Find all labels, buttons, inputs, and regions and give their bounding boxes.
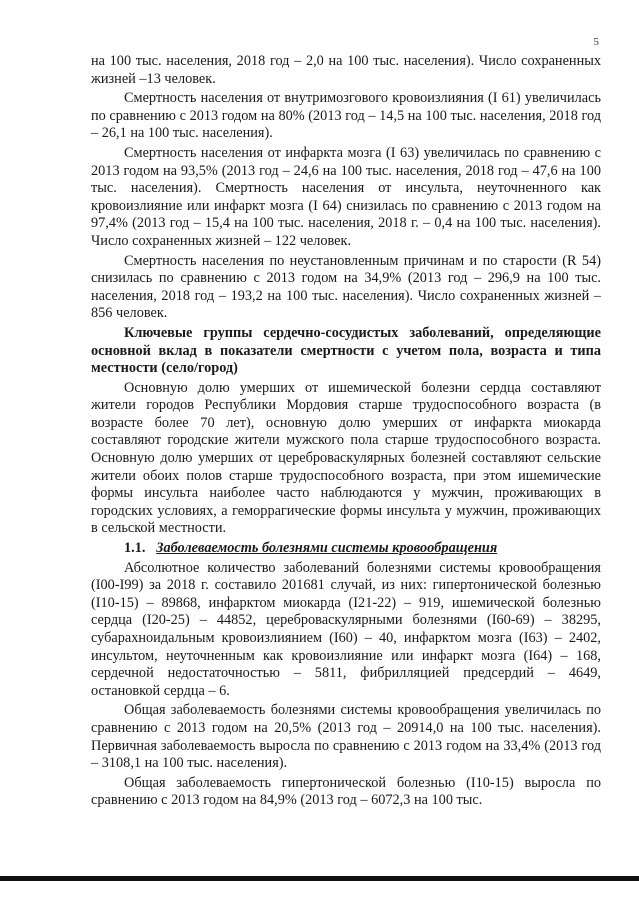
paragraph: Общая заболеваемость гипертонической болезнью (I10-15) выросла по сравнению с 2013 годом на 84,9% (2013 год – 6072,3 на 100 тыс. <box>91 774 601 809</box>
paragraph: Абсолютное количество заболеваний болезнями системы кровообращения (I00-I99) за 2018 г. составило 201681 случай, из них: гипертонической болезнью (I10-15) – 89868, инфарктом миокарда (I21-22) – 919, ишемической болезнью сердца (I20-25) – 44852, цереброваскулярными болезнями (I60-69) – 38295, субарахноидальным кровоизлиянием (I60) – 40, инфарктом мозга (I63) – 2402, инсультом, неуточненным как кровоизлияние или инфаркт мозга (I64) – 168, сердечной недостаточностью – 5811, фибрилляцией предсердий – 4649, остановкой сердца – 6. <box>91 559 601 699</box>
section-heading: Ключевые группы сердечно-сосудистых заболеваний, определяющие основной вклад в показатели смертности с учетом пола, возраста и типа местности (село/город) <box>91 324 601 377</box>
subsection-heading <box>91 540 601 558</box>
subsection-title: Заболеваемость болезнями системы кровообращения <box>156 540 498 557</box>
paragraph: на 100 тыс. населения, 2018 год – 2,0 на 100 тыс. населения). Число сохраненных жизней –13 человек. <box>91 53 601 87</box>
scan-bottom-edge <box>0 876 639 881</box>
page-number: 5 <box>593 36 599 48</box>
document-body <box>91 53 601 812</box>
paragraph: Общая заболеваемость болезнями системы кровообращения увеличилась по сравнению с 2013 годом на 20,5% (2013 год – 20914,0 на 100 тыс. населения). Первичная заболеваемость выросла по сравнению с 2013 годом на 33,4% (2013 год – 3108,1 на 100 тыс. населения). <box>91 702 601 772</box>
paragraph: Смертность населения по неустановленным причинам и по старости (R 54) снизилась по сравнению с 2013 годом на 34,9% (2013 год – 296,9 на 100 тыс. населения, 2018 год – 193,2 на 100 тыс. населения). Число сохраненных жизней – 856 человек. <box>91 252 601 322</box>
paragraph: Смертность населения от внутримозгового кровоизлияния (I 61) увеличилась по сравнению с 2013 годом на 80% (2013 год – 14,5 на 100 тыс. населения, 2018 год – 26,1 на 100 тыс. населения). <box>91 90 601 142</box>
paragraph: Смертность населения от инфаркта мозга (I 63) увеличилась по сравнению с 2013 годом на 93,5% (2013 год – 24,6 на 100 тыс. населения, 2018 год – 47,6 на 100 тыс. населения). Смертность населения от инсульта, неуточненного как кровоизлияние или инфаркт мозга (I 64) снизилась по сравнению с 2013 годом на 97,4% (2013 год – 15,4 на 100 тыс. населения, 2018 г. – 0,4 на 100 тыс. населения). Число сохраненных жизней – 122 человек. <box>91 144 601 249</box>
paragraph: Основную долю умерших от ишемической болезни сердца составляют жители городов Республики Мордовия старше трудоспособного возраста (в возрасте более 70 лет), основную долю умерших от инфаркта миокарда составляют городские жители мужского пола старше трудоспособного возраста. Основную долю умерших от цереброваскулярных болезней составляют сельские жители обоих полов старше трудоспособного возраста, при этом ишемические формы инсульта наиболее часто наблюдаются у мужчин, проживающих в городских условиях, а геморрагические формы инсульта у мужчин, проживающих в сельской местности. <box>91 379 601 537</box>
subsection-number: 1.1. <box>124 540 146 557</box>
